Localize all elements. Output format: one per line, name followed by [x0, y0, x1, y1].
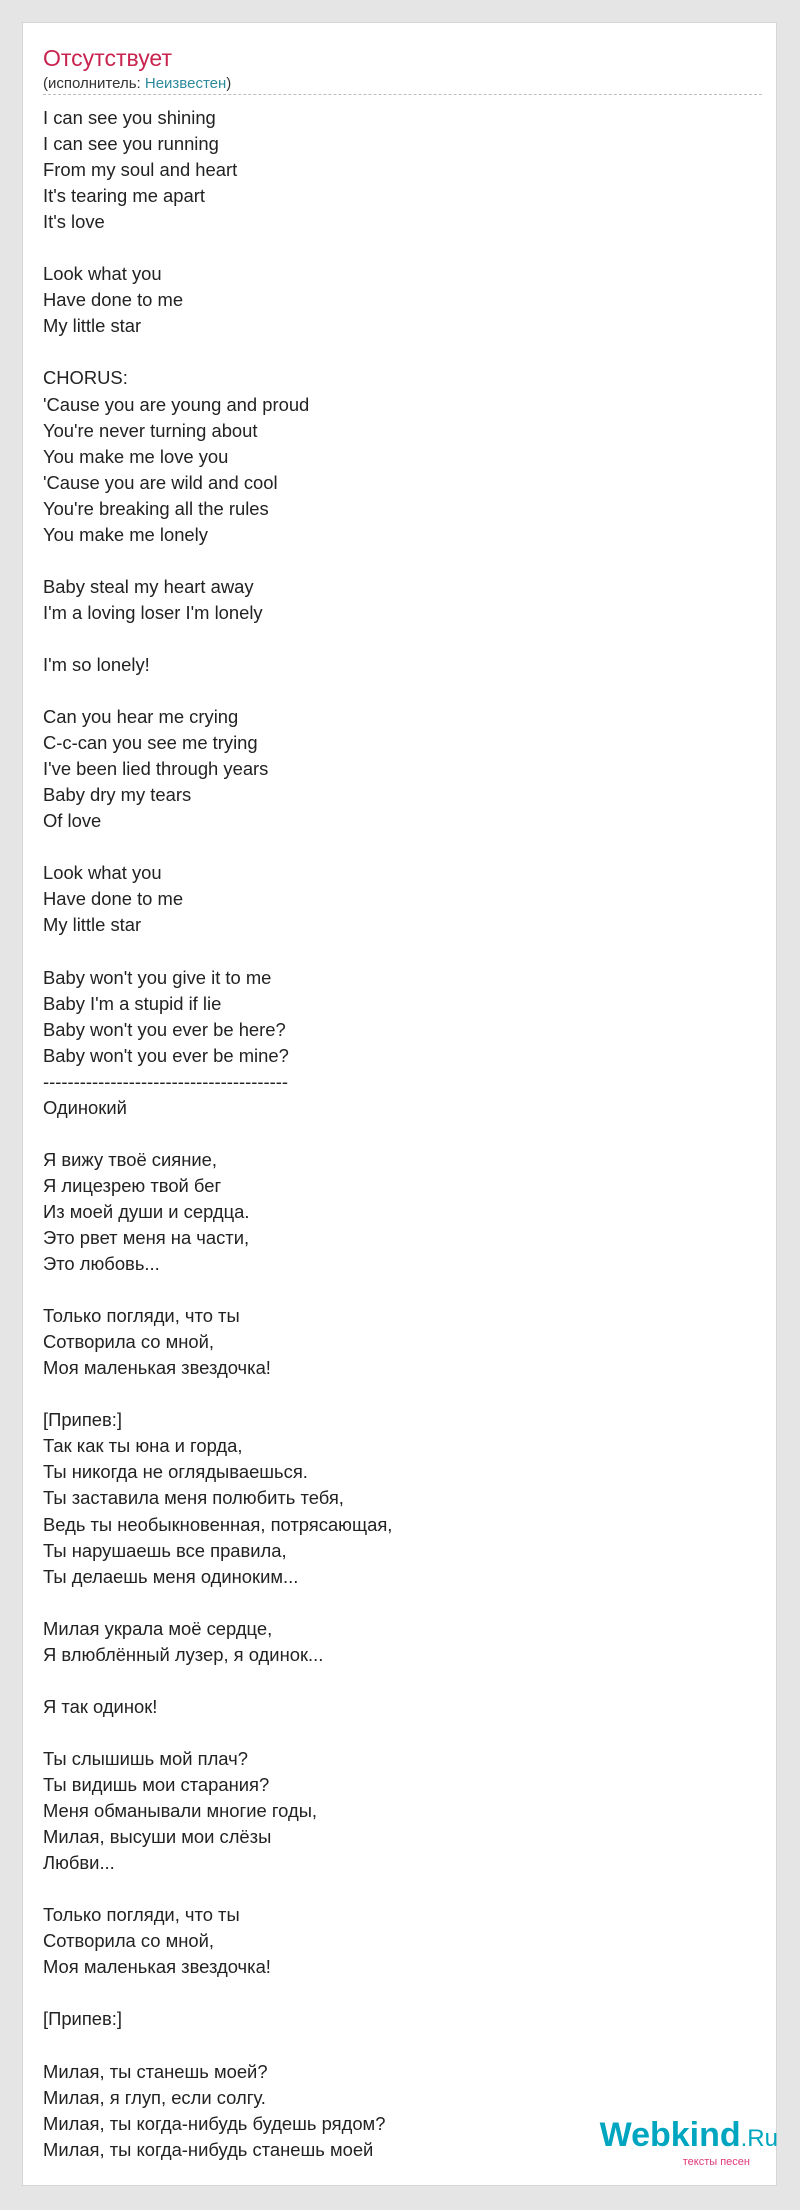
- lyric-line: I can see you shining: [43, 107, 216, 128]
- blank-line: [43, 1381, 392, 1407]
- lyric-line: ----------------------------------------: [43, 1070, 288, 1092]
- lyric-line: Ведь ты необыкновенная, потрясающая,: [43, 1513, 393, 1535]
- blank-line: [43, 626, 392, 652]
- lyrics-text: [43, 105, 392, 2163]
- blank-line: [43, 1980, 392, 2006]
- lyric-line: From my soul and heart: [43, 159, 238, 181]
- lyric-line: Моя маленькая звездочка!: [43, 1357, 271, 1379]
- blank-line: [43, 1876, 392, 1902]
- song-title: Отсутствует: [43, 45, 172, 71]
- artist-suffix: ): [226, 75, 232, 92]
- lyric-line: Ты нарушаешь все правила,: [43, 1539, 287, 1561]
- lyric-line: I can see you running: [43, 133, 219, 155]
- blank-line: [43, 1277, 392, 1303]
- blank-line: [43, 678, 392, 704]
- lyric-line: Моя маленькая звездочка!: [43, 1956, 271, 1978]
- blank-line: [43, 939, 392, 965]
- lyrics-card: [22, 22, 777, 2186]
- lyric-line: I've been lied through years: [43, 758, 269, 780]
- blank-line: [43, 1590, 392, 1616]
- lyric-line: Милая, я глуп, если солгу.: [43, 2086, 266, 2108]
- lyric-line: Ты никогда не оглядываешься.: [43, 1461, 308, 1483]
- blank-line: [43, 2032, 392, 2058]
- lyric-line: Я так одинок!: [43, 1695, 158, 1717]
- lyric-line: Look what you: [43, 263, 162, 285]
- lyric-line: I'm a loving loser I'm lonely: [43, 601, 263, 623]
- lyric-line: My little star: [43, 914, 142, 936]
- lyric-line: Любви...: [43, 1852, 115, 1874]
- lyric-line: Ты слышишь мой плач?: [43, 1747, 248, 1769]
- lyric-line: Look what you: [43, 862, 162, 884]
- lyric-line: Baby won't you ever be here?: [43, 1018, 286, 1040]
- lyric-line: Это рвет меня на части,: [43, 1227, 250, 1249]
- lyric-line: Милая, ты станешь моей?: [43, 2060, 268, 2082]
- lyric-line: It's tearing me apart: [43, 185, 205, 207]
- lyric-line: CHORUS:: [43, 367, 128, 389]
- lyric-line: C-c-can you see me trying: [43, 732, 258, 754]
- lyric-line: Только погляди, что ты: [43, 1305, 240, 1327]
- lyric-line: Милая украла моё сердце,: [43, 1617, 273, 1639]
- lyric-line: Baby won't you give it to me: [43, 966, 272, 988]
- lyric-line: Я лицезрею твой бег: [43, 1174, 222, 1196]
- blank-line: [43, 1720, 392, 1746]
- lyric-line: I'm so lonely!: [43, 653, 150, 675]
- artist-line: [43, 75, 231, 92]
- logo-tagline: тексты песен: [682, 2156, 750, 2168]
- blank-line: [43, 1668, 392, 1694]
- lyric-line: Я влюблённый лузер, я одинок...: [43, 1643, 324, 1665]
- lyric-line: It's love: [43, 211, 105, 233]
- lyric-line: Милая, ты когда-нибудь станешь моей: [43, 2138, 374, 2160]
- lyric-line: Can you hear me crying: [43, 706, 239, 728]
- blank-line: [43, 548, 392, 574]
- lyric-line: Одинокий: [43, 1096, 127, 1118]
- lyric-line: Сотворила со мной,: [43, 1930, 215, 1952]
- lyric-line: Сотворила со мной,: [43, 1331, 215, 1353]
- lyric-line: Ты видишь мои старания?: [43, 1774, 270, 1795]
- lyric-line: You make me love you: [43, 445, 229, 467]
- lyric-line: Baby steal my heart away: [43, 575, 254, 597]
- lyric-line: You're never turning about: [43, 419, 258, 441]
- artist-link[interactable]: Неизвестен: [144, 75, 227, 92]
- lyric-line: Ты делаешь меня одиноким...: [43, 1565, 299, 1587]
- artist-prefix: (исполнитель:: [43, 75, 145, 92]
- lyric-line: Have done to me: [43, 888, 184, 910]
- lyric-line: [Припев:]: [43, 2008, 123, 2030]
- lyric-line: [Припев:]: [43, 1409, 123, 1431]
- logo-main-text: Webkind: [599, 2116, 741, 2154]
- lyric-line: My little star: [43, 315, 142, 337]
- lyric-line: Из моей души и сердца.: [43, 1200, 250, 1222]
- lyric-line: You make me lonely: [43, 523, 208, 545]
- lyric-line: Милая, ты когда-нибудь будешь рядом?: [43, 2112, 386, 2134]
- lyric-line: Baby dry my tears: [43, 784, 192, 806]
- lyric-line: Это любовь...: [43, 1253, 160, 1275]
- blank-line: [43, 235, 392, 261]
- lyric-line: Меня обманывали многие годы,: [43, 1800, 318, 1822]
- logo-suffix: .Ru: [740, 2125, 778, 2152]
- lyric-line: 'Cause you are wild and cool: [43, 471, 278, 493]
- lyric-line: Только погляди, что ты: [43, 1904, 240, 1926]
- lyric-line: Baby I'm a stupid if lie: [43, 992, 222, 1014]
- lyric-line: Have done to me: [43, 289, 184, 311]
- lyric-line: You're breaking all the rules: [43, 497, 269, 519]
- header-divider: [43, 94, 762, 95]
- lyric-line: 'Cause you are young and proud: [43, 393, 310, 415]
- site-logo[interactable]: [600, 2118, 778, 2168]
- blank-line: [43, 1121, 392, 1147]
- lyric-line: Ты заставила меня полюбить тебя,: [43, 1487, 344, 1509]
- blank-line: [43, 834, 392, 860]
- lyric-line: Так как ты юна и горда,: [43, 1435, 243, 1457]
- lyric-line: Милая, высуши мои слёзы: [43, 1826, 272, 1848]
- blank-line: [43, 339, 392, 365]
- lyric-line: Я вижу твоё сияние,: [43, 1148, 217, 1170]
- lyric-line: Of love: [43, 810, 102, 832]
- lyric-line: Baby won't you ever be mine?: [43, 1044, 289, 1066]
